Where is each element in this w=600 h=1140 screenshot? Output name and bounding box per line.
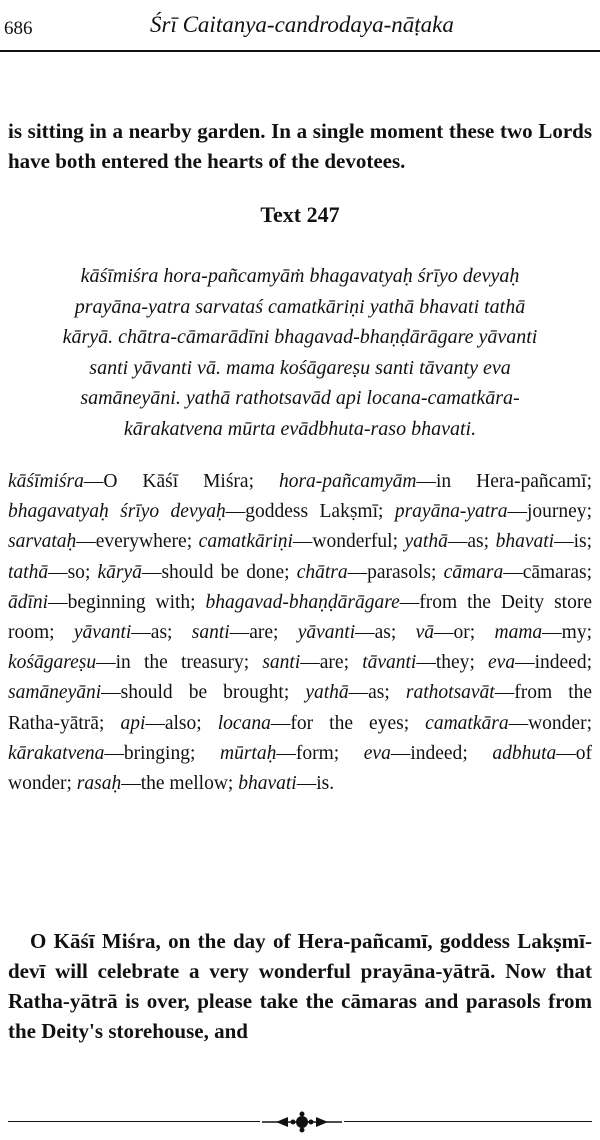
synonym-word: locana [217,712,271,734]
synonym-meaning: the mellow [140,773,228,795]
synonym-meaning: also [164,712,197,734]
verse-line: kārakatvena mūrta evādbhuta-raso bhavati. [123,417,477,440]
synonym-meaning: in Hera-pañcamī [436,471,587,492]
synonym-meaning: as [467,531,484,553]
verse-line: santi yāvanti vā. mama kośāgareṣu santi tāvanty eva [89,356,511,379]
synonym-meaning: or [453,622,470,644]
synonym-word: adbhuta [492,742,557,764]
synonym-meaning: are [319,652,344,674]
synonym-word: santi [262,652,301,674]
synonym-meaning: from the Ratha-yātrā [8,682,593,734]
synonym-meaning: journey [526,501,587,523]
synonym-meaning: O Kāśī Miśra [103,471,249,492]
translation-paragraph: O Kāśī Miśra, on the day of Hera-pañcamī, goddess Lakṣmī-devī will celebrate a very wonderful prayāna-yātrā. Now that Ratha-yātrā is over, please take the cāmaras and parasols from the Deity's storehouse, and [8,929,592,1043]
synonym-word: rasaḥ [76,773,122,795]
synonym-meaning: cāmaras [522,561,587,583]
footer-rule-left [8,1121,260,1122]
synonym-word: santi [191,622,230,644]
synonym-word: tathā [8,561,49,583]
synonym-word: yathā [404,531,448,553]
synonym-word: cāmara [443,561,504,583]
page-number: 686 [4,18,33,39]
footer-rule-right [344,1121,592,1122]
synonym-meaning: as [368,682,385,704]
synonym-word: bhavati [495,531,555,553]
page-header [0,0,600,56]
synonym-word: mūrtaḥ [220,742,277,764]
synonym-word: camatkāriṇi [198,531,293,553]
synonym-word: bhagavad-bhaṇḍārāgare [205,591,400,613]
intro-paragraph: is sitting in a nearby garden. In a single moment these two Lords have both entered the hearts of the devotees. [8,119,592,173]
synonym-meaning: is [573,531,587,553]
verse-line: prayāna-yatra sarvataś camatkāriṇi yathā bhavati tathā [74,295,526,318]
synonym-meaning: bringing [123,742,190,764]
synonym-meaning: of wonder [8,742,592,795]
synonym-word: mama [494,622,543,644]
synonym-meaning: should be brought [120,682,284,704]
synonym-word: yāvanti [73,622,132,644]
header-rule [0,50,600,52]
synonym-word: rathotsavāt [405,682,495,704]
synonym-meaning: as [374,622,391,644]
synonym-meaning: in the treasury [115,652,244,674]
synonym-meaning: everywhere [95,531,187,553]
synonym-meaning: parasols [367,561,432,583]
synonym-word: bhagavatyaḥ śrīyo devyaḥ [8,501,226,523]
synonym-word: sarvataḥ [8,531,77,553]
synonym-meaning: for the eyes [290,712,404,734]
verse-line: kāryā. chātra-cāmarādīni bhagavad-bhaṇḍārāgare yāvanti [62,326,538,348]
synonym-word: chātra [296,561,348,583]
synonym-word: kośāgareṣu [8,652,97,674]
synonym-meaning: should be done [161,561,285,583]
synonym-meaning: they [435,652,470,674]
synonym-meaning: are [249,622,274,644]
synonym-word: tāvanti [362,652,417,674]
synonym-word: kāśīmiśra [8,471,84,492]
synonym-meaning: is [316,773,330,795]
synonym-meaning: as [150,622,168,644]
synonym-word: eva [363,742,391,764]
synonym-word: prayāna-yatra [394,501,508,523]
verse-block [8,261,592,444]
synonym-word: camatkāra [425,712,509,734]
synonym-meaning: from the Deity store room [8,591,592,644]
synonym-meaning: indeed [534,652,587,674]
synonym-meaning: wonder [528,712,587,734]
synonym-word: eva [488,652,516,674]
synonym-word: vā [415,622,435,644]
verse-line: samāneyāni. yathā rathotsavād api locana-camatkāra- [80,387,520,409]
synonyms-block: kāśīmiśra—O Kāśī Miśra; hora-pañcamyām—in Hera-pañcamī; bhagavatyaḥ śrīyo devyaḥ—goddess Lakṣmī; prayāna-yatra—journey; sarvataḥ—everywhere; camatkāriṇi—wonderful; yathā—as; bhavati—is; tathā—so; kāryā—should be done; chātra—parasols; cāmara—cāmaras; ādīni—beginning with; bhagavad-bhaṇḍārāgare—from the Deity store room; yāvanti—as; santi—are; yāvanti—as; vā—or; mama—my; kośāgareṣu—in the treasury; santi—are; tāvanti—they; eva—indeed; samāneyāni—should be brought; yathā—as; rathotsavāt—from the Ratha-yātrā; api—also; locana—for the eyes; camatkāra—wonder; kārakatvena—bringing; mūrtaḥ—form; eva—indeed; adbhuta—of wonder; rasaḥ—the mellow; bhavati—is. [8,471,593,795]
text-heading: Text 247 [260,202,340,227]
running-title: Śrī Caitanya-candrodaya-nāṭaka [150,12,454,37]
synonym-meaning: goddess Lakṣmī [245,501,378,523]
synonym-meaning: beginning with [67,591,191,613]
synonym-word: yathā [305,682,349,704]
synonym-word: kāryā [97,561,142,583]
synonym-word: bhavati [238,773,297,795]
synonym-word: ādīni [8,591,49,613]
ornament-icon [262,1111,342,1133]
synonym-meaning: so [67,561,85,583]
synonym-word: yāvanti [297,622,356,644]
synonym-word: kārakatvena [8,742,105,764]
synonym-word: api [120,712,146,734]
synonym-word: hora-pañcamyām [278,471,417,492]
synonym-meaning: my [561,622,587,644]
synonym-meaning: indeed [410,742,463,764]
synonym-meaning: wonderful [312,531,393,553]
synonym-word: samāneyāni [8,682,102,704]
synonym-meaning: form [295,742,334,764]
verse-line: kāśīmiśra hora-pañcamyāṁ bhagavatyaḥ śrīyo devyaḥ [80,265,520,287]
